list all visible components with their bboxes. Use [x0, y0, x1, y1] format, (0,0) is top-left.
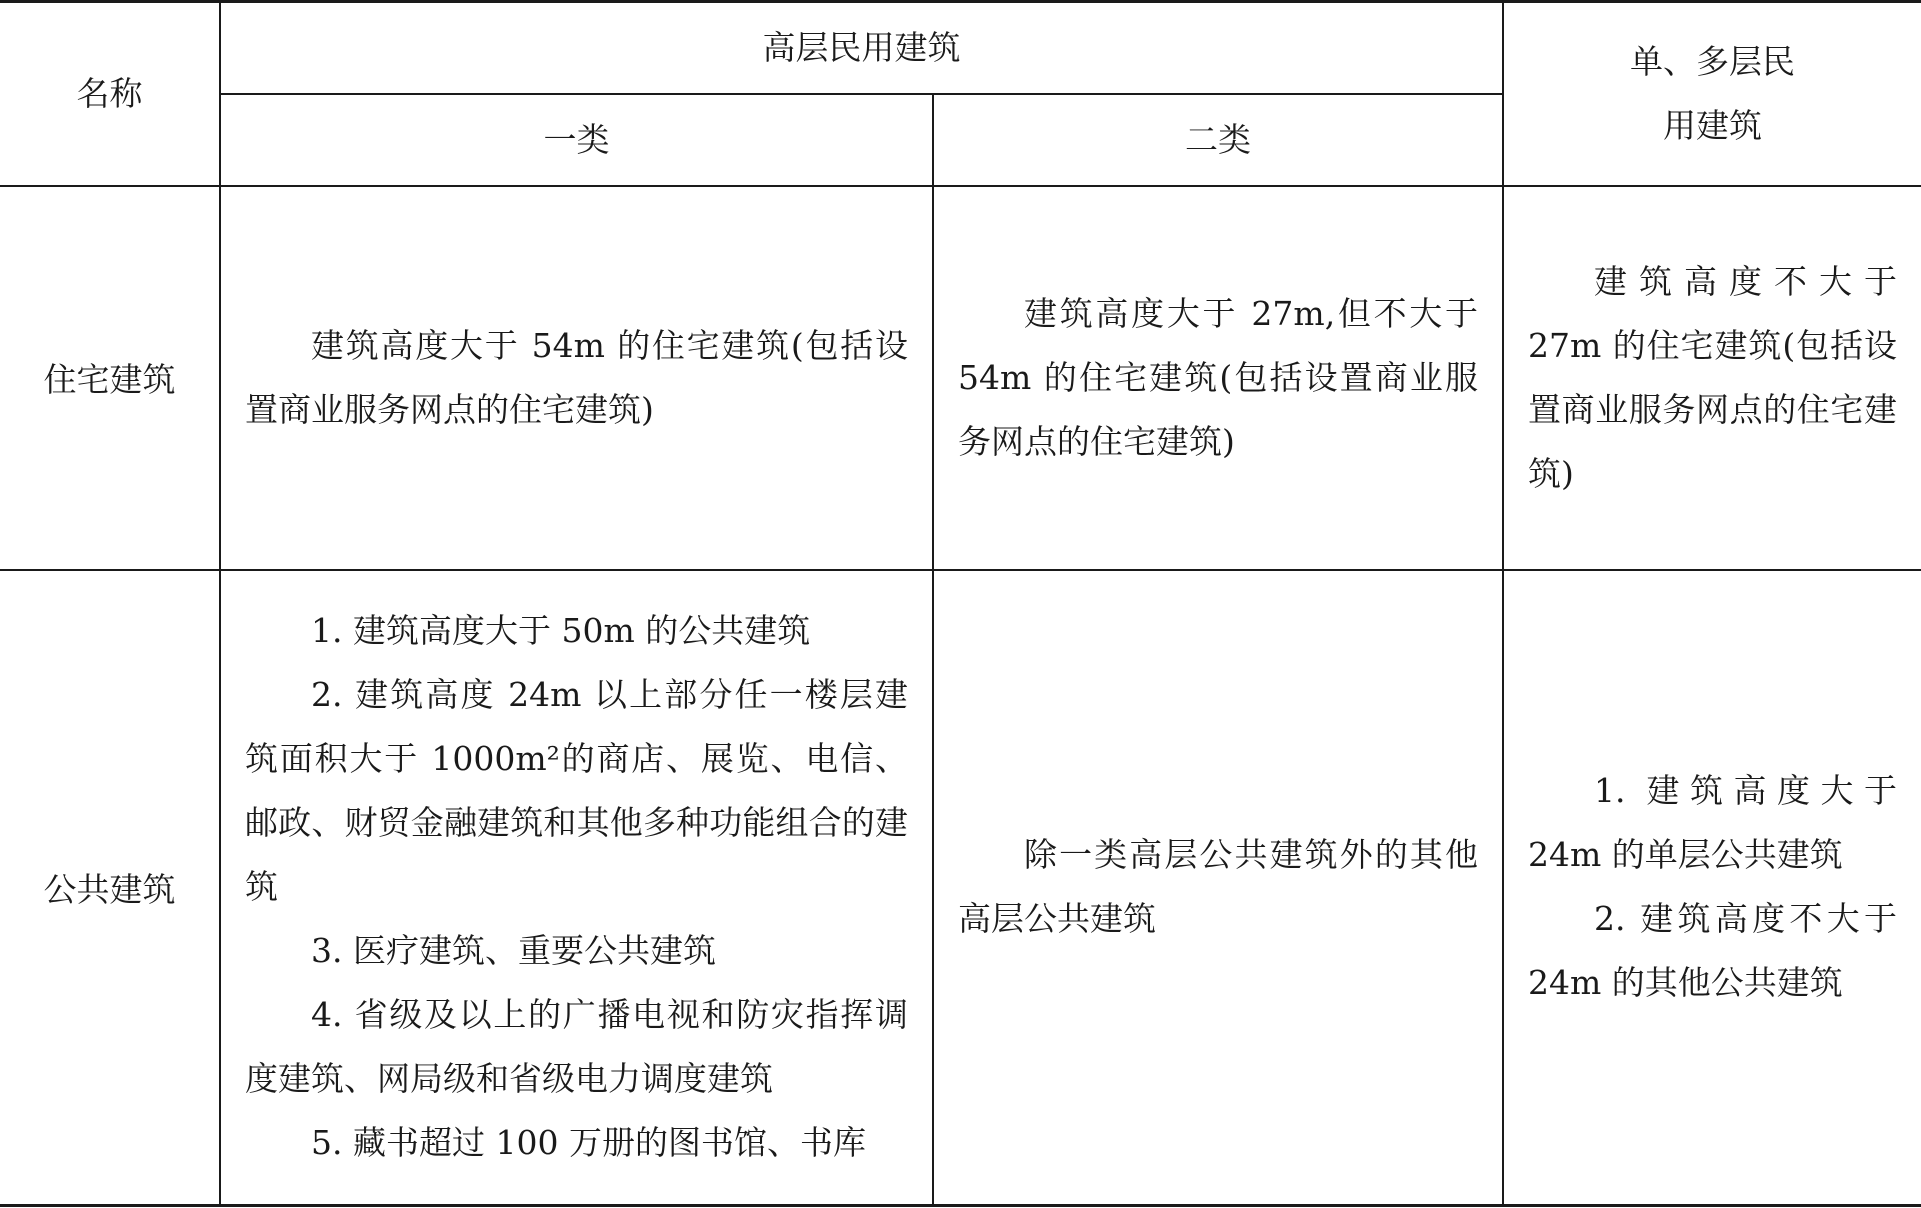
header-high-rise: 高层民用建筑	[220, 2, 1503, 94]
table-row-public	[0, 570, 1921, 1206]
public-class-one-item: 5. 藏书超过 100 万册的图书馆、书库	[311, 1123, 866, 1163]
public-class-one-item: 3. 医疗建筑、重要公共建筑	[311, 931, 716, 971]
public-class-two-text: 除一类高层公共建筑外的其他高层公共建筑	[958, 835, 1478, 939]
header-name: 名称	[0, 2, 220, 186]
header-class-one: 一类	[220, 94, 933, 186]
row-name-residential: 住宅建筑	[0, 186, 220, 570]
public-low-rise-item: 2. 建筑高度不大于 24m 的其他公共建筑	[1528, 899, 1897, 1003]
public-low-rise-item: 1. 建筑高度大于 24m 的单层公共建筑	[1528, 771, 1897, 875]
residential-class-two	[933, 186, 1503, 570]
header-low-rise-line2: 用建筑	[1663, 105, 1762, 145]
header-low-rise	[1503, 2, 1921, 186]
row-name-public: 公共建筑	[0, 570, 220, 1206]
public-class-one	[220, 570, 933, 1206]
public-class-one-item: 4. 省级及以上的广播电视和防灾指挥调度建筑、网局级和省级电力调度建筑	[245, 995, 908, 1099]
header-class-two: 二类	[933, 94, 1503, 186]
public-class-one-item: 1. 建筑高度大于 50m 的公共建筑	[311, 611, 811, 651]
header-low-rise-line1: 单、多层民	[1630, 41, 1795, 81]
public-low-rise	[1503, 570, 1921, 1206]
public-class-two	[933, 570, 1503, 1206]
residential-class-two-text: 建筑高度大于 27m,但不大于 54m 的住宅建筑(包括设置商业服务网点的住宅建筑)	[958, 293, 1478, 461]
residential-low-rise	[1503, 186, 1921, 570]
table-row-residential	[0, 186, 1921, 570]
residential-low-rise-text: 建筑高度不大于 27m 的住宅建筑(包括设置商业服务网点的住宅建筑)	[1528, 261, 1897, 493]
residential-class-one	[220, 186, 933, 570]
residential-class-one-text: 建筑高度大于 54m 的住宅建筑(包括设置商业服务网点的住宅建筑)	[245, 325, 908, 429]
public-class-one-item: 2. 建筑高度 24m 以上部分任一楼层建筑面积大于 1000m²的商店、展览、电信、邮政、财贸金融建筑和其他多种功能组合的建筑	[245, 675, 908, 907]
